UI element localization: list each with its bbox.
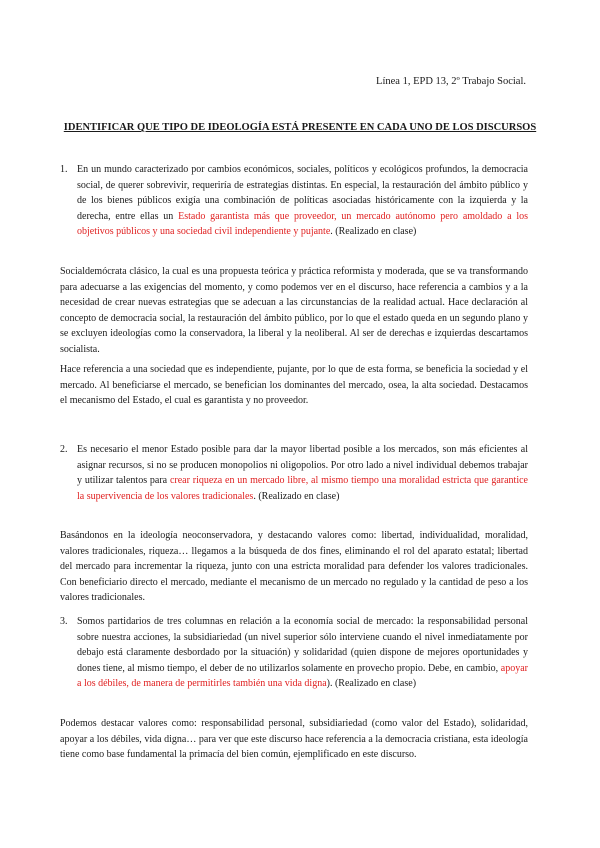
question-1-text: En un mundo caracterizado por cambios económicos, sociales, políticos y ecológicos profundos, la democracia social, de querer sobrevivir, requeriría de estrategias distintas. En especial, la restauración del ámbito público y de los bienes públicos exigía una combinación de políticas asociadas históricamente con la izquierda y la derecha, entre ellas un bbox=[77, 164, 528, 222]
item-number-2: 2. bbox=[60, 444, 68, 455]
question-2-text: Es necesario el menor Estado posible para dar la mayor libertad posible a los mercados, son más eficientes al asignar recursos, si no se producen monopolios ni oligopolios. Por otro lado a nivel individual debemos trabajar y utilizar talentos para bbox=[77, 444, 528, 486]
item-number-1: 1. bbox=[60, 164, 68, 175]
answer-3: Podemos destacar valores como: responsabilidad personal, subsidiariedad (como valor del Estado), solidaridad, apoyar a los débiles, vida digna… para ver que este discurso hace referencia a la democracia cristiana, esta ideología tiene como base fundamental la primacía del bien común, ejemplificado en este discurso. bbox=[60, 718, 528, 760]
question-3 bbox=[77, 614, 528, 692]
document-header: Línea 1, EPD 13, 2º Trabajo Social. bbox=[376, 76, 526, 87]
question-1-highlight: Estado garantista más que proveedor, un mercado autónomo pero amoldado a los objetivos públicos y una sociedad civil independiente y pujante bbox=[77, 210, 528, 237]
answer-1: Socialdemócrata clásico, la cual es una propuesta teórica y práctica reformista y moderada, que se va transformando para adecuarse a las exigencias del momento, y como podemos ver en el discurso, hace referencia a cambios y a la necesidad de crear nuevas estrategias que se adecuan a las circunstancias de la realidad actual. Hace declaración al concepto de democracia social, la restauración del ámbito público, por lo que el estado queda en un segundo plano y se excluyen ideologías como la conservadora, la liberal y la neoliberal. Al ser de derechas e izquierdas descartamos socialista. bbox=[60, 266, 528, 355]
question-2 bbox=[77, 442, 528, 504]
question-2-highlight: crear riqueza en un mercado libre, al mismo tiempo una moralidad estricta que garantice la supervivencia de los valores tradicionales bbox=[77, 475, 528, 502]
question-1 bbox=[77, 162, 528, 240]
item-number-3: 3. bbox=[60, 616, 68, 627]
answer-1b: Hace referencia a una sociedad que es independiente, pujante, por lo que de esta forma, se beneficia la sociedad y el mercado. Al beneficiarse el mercado, se benefician los dominantes del mercado, osea, la alta sociedad. Destacamos el mecanismo del Estado, el cual es garantista y no proveedor. bbox=[60, 364, 528, 406]
question-3-text: Somos partidarios de tres columnas en relación a la economía social de mercado: la responsabilidad personal sobre nuestra acciones, la subsidiariedad (un nivel superior sólo interviene cuando el nivel inmediatamente por debajo está claramente desbordado por la situación) y solidaridad (quien dispone de mejores oportunidades y dones tiene, al mismo tiempo, el deber de no utilizarlos solamente en provecho propio. Debe, en cambio, bbox=[77, 616, 528, 674]
answer-2: Basándonos en la ideología neoconservadora, y destacando valores como: libertad, individualidad, moralidad, valores tradicionales, riqueza… llegamos a la búsqueda de dos fines, eliminando el rol del aparato estatal; libertad del mercado para incrementar la riqueza, junto con una estricta moralidad para defender los valores tradicionales. Con beneficiario directo el mercado, mediante el mecanismo de un mercado no regulado y la cantidad de peso a los valores tradicionales. bbox=[60, 530, 528, 603]
question-2-text-after: . (Realizado en clase) bbox=[253, 490, 340, 502]
question-3-text-after: ). (Realizado en clase) bbox=[326, 678, 417, 689]
question-3-highlight: apoyar a los débiles, de manera de permitirles también una vida digna bbox=[77, 662, 528, 689]
question-1-text-after: . (Realizado en clase) bbox=[330, 226, 417, 237]
document-title: IDENTIFICAR QUE TIPO DE IDEOLOGÍA ESTÁ PRESENTE EN CADA UNO DE LOS DISCURSOS bbox=[63, 122, 537, 133]
